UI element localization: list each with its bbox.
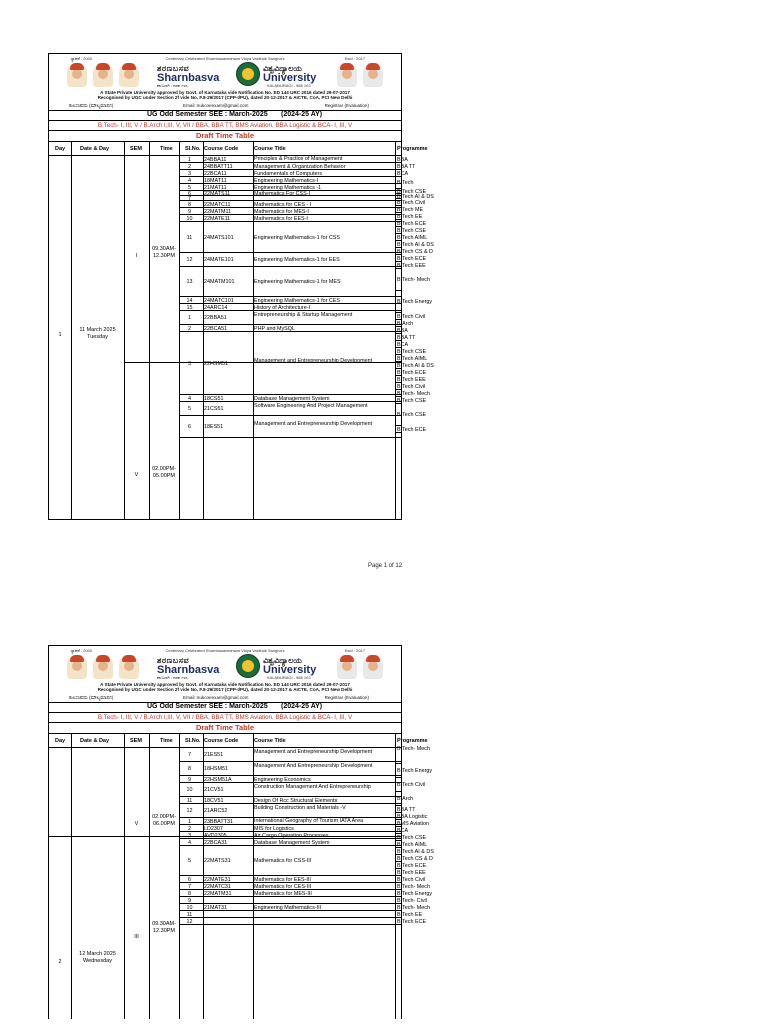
course-code: 22MATM11	[204, 208, 232, 215]
timetable-page-2	[48, 645, 434, 1019]
course-code: 24BBATT11	[204, 163, 233, 170]
founder-portraits	[49, 63, 401, 89]
col-course: Course Title	[254, 738, 286, 744]
serial-number: 8	[188, 766, 191, 772]
programme-cell: B.Tech- Mech	[397, 904, 430, 911]
course-title: Management and Entrepreneurship Development	[254, 749, 373, 755]
col-code: Course Code	[204, 146, 239, 152]
col-programme: Programme	[397, 738, 428, 744]
programme-cell: B.Tech Energy	[395, 291, 401, 313]
programme-cell: B.Tech AI & DS	[397, 194, 434, 200]
date-text: 11 March 2025	[79, 327, 116, 333]
course-title: Management and Entrepreneurship Develpoment	[254, 357, 373, 364]
location-kn: ಕಲಬುರಗಿ - ೫೮೫ ೧೦೩	[157, 83, 188, 88]
serial-number: 9	[188, 208, 191, 215]
course-title: Database Management System	[254, 839, 330, 846]
serial-number: 2	[188, 825, 191, 832]
course-title: MIS for Logistics	[254, 825, 294, 832]
founder-portraits	[49, 655, 401, 681]
date-text: 12 March 2025	[79, 951, 116, 957]
course-code: 24ARC14	[204, 304, 228, 311]
programme-cell: B.Tech EE	[397, 911, 423, 918]
portrait-image	[363, 655, 383, 679]
programme-cell: B.Tech CSE	[397, 834, 427, 841]
semester-a: I	[135, 253, 138, 259]
course-title: Entrepreneurship & Startup Management	[254, 312, 353, 318]
course-code: 18CV51	[204, 797, 224, 804]
programme-cell: B.Tech Energy	[397, 890, 433, 897]
course-title: Engineering Mathematics-1 for EES	[254, 257, 340, 263]
table-row	[179, 163, 416, 170]
university-word-kn: ವಿಶ್ವವಿದ್ಯಾಲಯ	[263, 656, 302, 665]
course-title: International Geography of Tourism IATA Area	[254, 818, 364, 824]
programme-cell: B.Arch	[395, 792, 401, 806]
email-text: Email :sukcoeexam@gmail.com	[183, 695, 249, 700]
programme-cell: B.Tech CSE	[395, 404, 401, 426]
university-banner	[48, 645, 402, 702]
contact-row	[49, 103, 401, 110]
serial-number: 11	[186, 234, 193, 241]
col-day: Day	[55, 738, 66, 744]
draft-label: Draft Time Table	[48, 131, 402, 142]
serial-number: 6	[188, 191, 191, 197]
time-slot-b: 02.00PM-05.00PM	[152, 466, 176, 479]
established-kn: ಸ್ಥಾಪನೆ : 2000	[71, 56, 93, 61]
established-kn: ಸ್ಥಾಪನೆ : 2000	[71, 648, 93, 653]
col-day: Day	[55, 146, 66, 152]
course-code: 22MATS31	[204, 858, 231, 864]
university-name: Sharnbasva	[157, 664, 220, 676]
col-date: Date & Day	[80, 738, 110, 744]
serial-number: 7	[188, 883, 191, 890]
timetable-grid	[48, 142, 434, 520]
course-code: 18MAT11	[204, 177, 227, 184]
table-row	[179, 776, 401, 783]
course-code: 22MATS11	[204, 191, 231, 197]
time-slot-v: 02.00PM-06.00PM	[152, 814, 176, 827]
email-text: Email :sukcoeexam@gmail.com	[183, 103, 249, 108]
course-code: 22BCA51	[204, 325, 228, 332]
course-code: AVD2305	[204, 832, 227, 839]
serial-number: 2	[188, 163, 191, 170]
programme-list: B.Tech- I, III, V / B.Arch I,III, V, VII / BBA, BBA TT, BMS Aviation, BBA Logistic & BCA- I, III, V	[48, 713, 402, 723]
serial-number: 14	[186, 297, 193, 304]
programme-cell: B.Tech Energy	[395, 764, 401, 778]
weekday-text: Wednesday	[83, 958, 112, 964]
exam-date	[71, 327, 124, 341]
programme-cell: BBA TT	[397, 334, 416, 341]
established-year: Estd : 2017	[344, 648, 365, 653]
serial-number: 5	[188, 184, 191, 191]
programme-cell: BBA	[397, 156, 408, 163]
course-code: 21ES51	[204, 752, 224, 758]
programme-cell: B.Tech ECE	[397, 220, 427, 227]
course-title: History of Architecture-I	[254, 304, 311, 311]
course-code: 22BCA31	[204, 839, 228, 846]
university-name: Sharnbasva	[157, 72, 220, 84]
course-title: Air Cargo Operation Processes	[254, 832, 329, 839]
location-kn: ಕಲಬುರಗಿ - ೫೮೫ ೧೦೩	[157, 675, 188, 680]
course-code: 22HSM51	[204, 360, 228, 367]
programme-cell: B.Tech CS & D	[397, 248, 433, 255]
col-course: Course Title	[254, 146, 286, 152]
portrait-image	[119, 655, 139, 679]
programme-cell: BBA TT	[397, 806, 416, 813]
serial-number: 5	[188, 858, 191, 864]
approval-line-1: A State Private University approved by Govt. of Karnataka vide Notification No. ED 144 URC 2016 dated 29-07-2017	[100, 682, 350, 687]
exam-title	[48, 702, 402, 713]
programme-cell: B.Tech CSE	[397, 227, 427, 234]
programme-cell: B.Tech CSE	[397, 348, 427, 355]
exam-title	[48, 110, 402, 121]
programme-cell: BCA	[397, 170, 409, 177]
programme-cell: BMS Aviation	[397, 820, 429, 827]
col-sl: Sl.No.	[185, 146, 201, 152]
programme-cell: B.Tech EEE	[397, 262, 426, 269]
university-name-kn: ಶರಣಬಸವ	[157, 64, 190, 73]
programme-cell: B.Tech ECE	[397, 369, 427, 376]
course-title: Software Engineering And Project Management	[254, 403, 368, 409]
serial-number: 9	[188, 897, 191, 904]
course-title: Mathematics for EES-III	[254, 876, 311, 883]
table-row	[179, 783, 401, 797]
semester-title: UG Odd Semester SEE : March-2025	[147, 703, 268, 710]
serial-number: 1	[188, 315, 191, 321]
semester-iii: III	[134, 934, 139, 940]
timetable-grid	[48, 734, 434, 1019]
serial-number: 3	[188, 360, 191, 367]
contact-row	[49, 695, 401, 702]
course-title: Engineering Mathematics -1	[254, 184, 322, 191]
table-row	[179, 267, 401, 297]
portrait-image	[67, 63, 87, 87]
course-title: Design Of Rcc Structural Elements	[254, 797, 338, 804]
programme-cell: B.Tech EE	[397, 213, 423, 220]
registrar-en: Registrar (Evaluation)	[324, 695, 369, 700]
registrar-en: Registrar (Evaluation)	[324, 103, 369, 108]
university-emblem-icon	[236, 62, 260, 86]
course-code: 22HSM51A	[204, 776, 232, 783]
programme-cell: B.Tech- Mech	[397, 390, 430, 397]
serial-number: 12	[186, 808, 193, 814]
serial-number: 10	[186, 787, 193, 793]
serial-number: 8	[188, 890, 191, 897]
serial-number: 15	[186, 304, 193, 311]
serial-number: 7	[188, 752, 191, 758]
university-emblem-icon	[236, 654, 260, 678]
weekday-text: Tuesday	[87, 334, 108, 340]
programme-cell: B.Tech EEE	[397, 376, 426, 383]
programme-cell: B.Tech ME	[397, 206, 424, 213]
course-title: Construction Management And Entrepreneurship	[254, 784, 371, 790]
course-title: Mathematics for EES-I	[254, 215, 308, 222]
course-title: Engineering Mathematics-1 for MES	[254, 279, 341, 285]
serial-number: 1	[188, 818, 191, 825]
programme-list: B.Tech- I, III, V / B.Arch I,III, V, VII / BBA, BBA TT, BMS Aviation, BBA Logistic & BCA- I, III, V	[48, 121, 402, 131]
course-code: 18CS51	[204, 395, 224, 402]
course-code: 22BCA11	[204, 170, 227, 177]
serial-number: 6	[188, 424, 191, 430]
course-title: Fundamentals of Computers	[254, 170, 323, 177]
programme-cell: BCA	[397, 341, 409, 348]
table-header	[49, 142, 428, 156]
university-word-kn: ವಿಶ್ವವಿದ್ಯಾಲಯ	[263, 64, 302, 73]
course-code: 22MATC31	[204, 883, 231, 890]
programme-cell: B.Tech Civil	[397, 876, 426, 883]
university-word: University	[263, 72, 317, 84]
programme-cell: B.Tech AIML	[397, 234, 428, 241]
location-en: KALABURAGI - 585 103	[267, 675, 311, 680]
course-title: Management & Organization Behavior	[254, 163, 346, 170]
programme-cell: B.Tech ECE	[397, 426, 427, 433]
programme-cell: BBA	[397, 327, 408, 334]
programme-cell: B.Tech- Civil	[397, 897, 427, 904]
exam-date	[71, 951, 124, 965]
table-row	[179, 170, 409, 177]
approval-line-2: Recognised by UGC under Section 2f vide No. F.8-29/2017 (CPP-I/PU), dated 20-12-2017 & AICTE, CoA, PCI New Delhi	[97, 687, 353, 693]
sangha-name: Centenary Celebrated Sharnbasaveshwar Vidya Vardhak Sangha's	[165, 648, 285, 653]
programme-cell: B.Tech EEE	[397, 869, 426, 876]
programme-cell: B.Tech CSE	[397, 189, 427, 195]
col-sem: SEM	[130, 146, 142, 152]
academic-year: (2024-25 AY)	[281, 703, 323, 710]
serial-number: 13	[186, 279, 193, 285]
table-header	[49, 734, 428, 748]
table-row	[179, 297, 401, 304]
serial-number: 11	[186, 911, 193, 918]
programme-cell: BCA	[397, 827, 409, 834]
serial-number: 4	[188, 839, 191, 846]
course-code: 21CS51	[204, 406, 224, 412]
col-sem: SEM	[130, 738, 142, 744]
course-title: Principles & Practice of Management	[254, 156, 343, 162]
programme-cell: B.Tech CS & D	[397, 855, 433, 862]
table-row	[179, 402, 401, 416]
programme-cell: B.Tech	[395, 177, 401, 189]
course-code: 21CV51	[204, 787, 224, 793]
serial-number: 2	[188, 325, 191, 332]
programme-cell: BBA TT	[397, 163, 416, 170]
portrait-image	[337, 63, 357, 87]
serial-number: 10	[186, 904, 193, 911]
programme-cell: B.Tech AI & DS	[397, 362, 434, 369]
course-title: Engineering Mathematics-I	[254, 177, 319, 184]
portrait-image	[119, 63, 139, 87]
registrar-kn: ಕುಲಸಚಿವರು (ಮೌಲ್ಯಮಾಪನ)	[69, 103, 114, 108]
course-code: LD2307	[204, 825, 223, 832]
location-en: KALABURAGI - 585 103	[267, 83, 311, 88]
course-title: Mathematics for MES-III	[254, 890, 312, 897]
course-code: 21MAT11	[204, 184, 227, 191]
semester-v: V	[134, 821, 139, 827]
course-code: 18ES51	[204, 424, 224, 430]
course-title: Engineering Economics	[254, 776, 311, 783]
col-date: Date & Day	[80, 146, 110, 152]
course-title: Management And Entrepreneurship Development	[254, 763, 373, 769]
university-banner	[48, 53, 402, 110]
serial-number: 12	[186, 257, 193, 263]
course-code: 18HSM51	[204, 766, 228, 772]
semester-b: V	[134, 472, 139, 478]
course-code: 21ARC52	[204, 808, 228, 814]
course-title: Management and Entrepreneurship Development	[254, 421, 373, 427]
serial-number: 4	[188, 395, 191, 402]
registrar-kn: ಕುಲಸಚಿವರು (ಮೌಲ್ಯಮಾಪನ)	[69, 695, 114, 700]
programme-cell: B.Tech CSE	[397, 397, 427, 404]
course-title: Building Construction and Materials -V	[254, 805, 346, 811]
course-code: 24MATC101	[204, 297, 234, 304]
portrait-image	[67, 655, 87, 679]
approval-line-1: A State Private University approved by Govt. of Karnataka vide Notification No. ED 144 URC 2016 dated 29-07-2017	[100, 90, 350, 95]
serial-number: 11	[186, 797, 193, 804]
draft-label: Draft Time Table	[48, 723, 402, 734]
programme-cell: B.Tech AIML	[397, 841, 428, 848]
approval-text	[49, 682, 401, 692]
course-title: Mathematics for CSS-III	[254, 858, 312, 864]
portrait-image	[93, 63, 113, 87]
university-word: University	[263, 664, 317, 676]
course-code: 24MATE101	[204, 257, 234, 263]
serial-number: 7	[188, 196, 191, 202]
programme-cell: B.Tech AI & DS	[397, 848, 434, 855]
timetable-page-1	[48, 53, 434, 520]
programme-cell: B.Tech ECE	[397, 862, 427, 869]
serial-number: 3	[188, 832, 191, 839]
col-code: Course Code	[204, 738, 239, 744]
col-programme: Programme	[397, 146, 428, 152]
course-code: 22MATC11	[204, 201, 231, 208]
semester-title: UG Odd Semester SEE : March-2025	[147, 111, 268, 118]
established-year: Estd : 2017	[344, 56, 365, 61]
approval-line-2: Recognised by UGC under Section 2f vide No. F.8-29/2017 (CPP-I/PU), dated 20-12-2017 & AICTE, CoA, PCI New Delhi	[97, 95, 353, 101]
time-slot-a: 09.30AM-12.30PM	[152, 246, 176, 259]
programme-cell: B.Tech AIML	[397, 355, 428, 362]
serial-number: 9	[188, 776, 191, 783]
programme-cell: B.Tech- Mech	[397, 883, 430, 890]
table-row	[179, 797, 401, 804]
course-code: 22BBA51	[204, 315, 227, 321]
course-title: Mathematics for CES - I	[254, 201, 312, 208]
programme-cell: B.Arch	[397, 320, 414, 327]
course-title: Engineering Mathematics-1 for CES	[254, 297, 340, 304]
course-code: 22MATE11	[204, 215, 231, 222]
table-row	[179, 304, 401, 311]
course-title: Mathematics for CES-III	[254, 883, 312, 890]
programme-cell: B.Tech ECE	[397, 255, 427, 262]
programme-cell: B.Tech Civil	[397, 313, 426, 320]
programme-cell: B.Tech Civil	[395, 778, 401, 792]
col-time: Time	[160, 738, 173, 744]
serial-number: 1	[188, 156, 191, 163]
serial-number: 5	[188, 406, 191, 412]
approval-text	[49, 90, 401, 100]
col-sl: Sl.No.	[185, 738, 201, 744]
programme-cell: BBA Logistic	[397, 813, 428, 820]
table-row	[179, 762, 401, 776]
university-name-kn: ಶರಣಬಸವ	[157, 656, 190, 665]
portrait-image	[337, 655, 357, 679]
course-title: PHP and MySQL	[254, 325, 295, 332]
programme-cell: B.Tech- Mech	[395, 734, 401, 764]
academic-year: (2024-25 AY)	[281, 111, 323, 118]
page-number: Page 1 of 12	[368, 563, 403, 569]
course-code: 24MATM101	[204, 279, 235, 285]
course-code: 24MATS101	[204, 234, 234, 241]
day-number: 1	[58, 332, 62, 338]
course-title: Engineering Mathematics-1 for CSS	[254, 234, 340, 241]
programme-cell: B.Tech- Mech	[395, 269, 401, 291]
course-code: 22MATM31	[204, 890, 232, 897]
course-title: Engineering Mathematics-III	[254, 904, 322, 911]
serial-number: 10	[186, 215, 193, 222]
table-row	[179, 177, 401, 184]
programme-cell: B.Tech Civil	[397, 383, 426, 390]
serial-number: 8	[188, 201, 191, 208]
serial-number: 12	[186, 918, 193, 925]
table-row	[179, 156, 408, 163]
day-number: 2	[58, 959, 62, 965]
portrait-image	[93, 655, 113, 679]
serial-number: 4	[188, 177, 191, 184]
sangha-name: Centenary Celebrated Sharnbasaveshwar Vidya Vardhak Sangha's	[165, 56, 285, 61]
table-row	[179, 184, 401, 191]
day-divider	[49, 519, 401, 520]
time-slot-iii: 09.30AM-12.30PM	[152, 921, 176, 934]
course-code: 21MAT31	[204, 904, 227, 911]
course-title: Database Management System	[254, 395, 330, 402]
programme-cell: B.Tech Civil	[397, 199, 426, 206]
col-time: Time	[160, 146, 173, 152]
serial-number: 3	[188, 170, 191, 177]
portrait-image	[363, 63, 383, 87]
course-code: 24BBA11	[204, 156, 227, 163]
programme-cell: B.Tech ECE	[397, 918, 427, 925]
serial-number: 6	[188, 876, 191, 883]
course-code: 22MATE31	[204, 876, 231, 883]
course-title: Mathematics For CSS-I	[254, 191, 311, 197]
course-code: 23BBATT31	[204, 818, 233, 825]
programme-cell: B.Tech AI & DS	[397, 241, 434, 248]
course-title: Mathematics for MES-I	[254, 208, 309, 215]
table-row	[179, 748, 401, 762]
